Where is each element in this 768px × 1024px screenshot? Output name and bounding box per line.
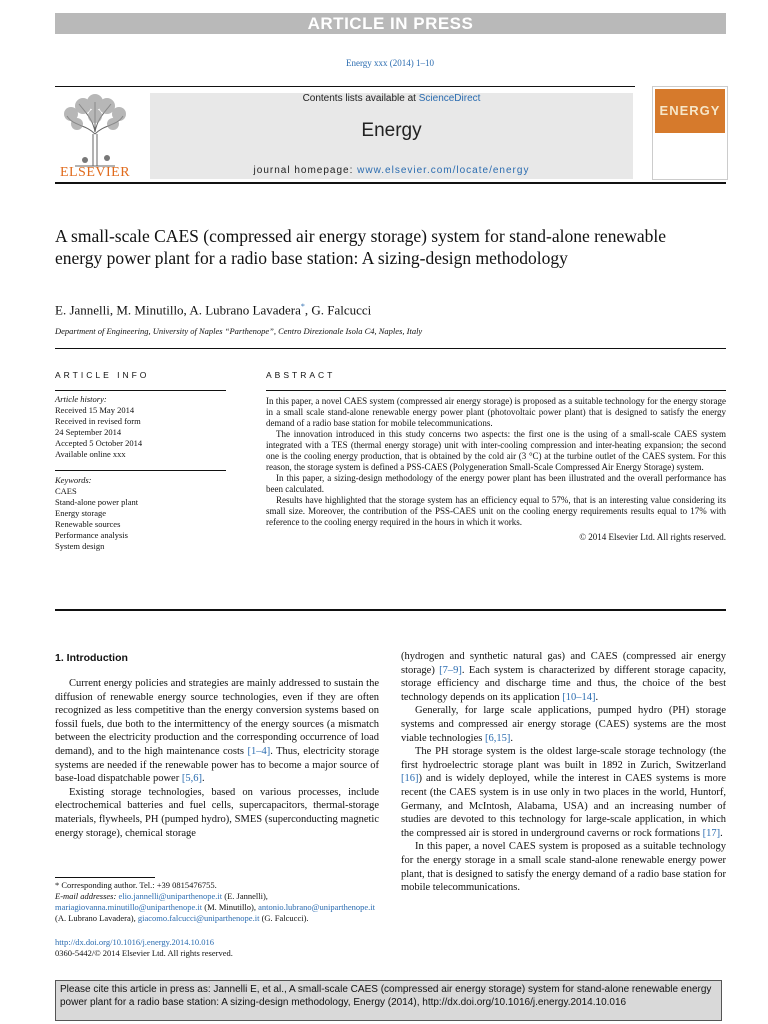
abstract-paragraph: Results have highlighted that the storage system has an efficiency equal to 57%, that is an interesting value considering its small size. Moreover, the contribution of the PSS-CAES unit on the cooling energy requirements results equal to 17% with reference to the cooling energy required in the hours in which it works.	[266, 495, 726, 527]
text-run: ) and is widely deployed, while the interest in CAES systems is more recent (the CAES system is in use only in two places in the world, Huntorf, Germany, and McIntosh, Alabama, USA) and an increasing number of studies are devoted to this technology for large-scale application, in which the compressed air is stored in underground caverns or rock formations	[401, 773, 726, 839]
keywords-label: Keywords:	[55, 475, 92, 485]
body-paragraph	[401, 745, 726, 840]
contents-prefix: Contents lists available at	[302, 93, 419, 104]
keywords-rule	[55, 470, 226, 471]
citation-link[interactable]: [1–4]	[247, 745, 271, 757]
body-right-column	[401, 650, 726, 895]
header-bottom-rule	[55, 182, 726, 184]
keyword: Stand-alone power plant	[55, 497, 139, 507]
text-run: .	[510, 732, 513, 744]
sciencedirect-link[interactable]: ScienceDirect	[418, 93, 481, 104]
citation-link[interactable]: [10–14]	[562, 691, 596, 703]
homepage-link[interactable]: www.elsevier.com/locate/energy	[357, 165, 530, 176]
abstract-heading: ABSTRACT	[266, 370, 336, 380]
history-line: Accepted 5 October 2014	[55, 438, 143, 448]
keyword: Energy storage	[55, 508, 107, 518]
abstract-rule	[266, 390, 726, 391]
text-run: The PH storage system is the oldest large-scale storage technology (the first hydroelectric storage plant was built in 1892 in Zurich, Switzerland	[401, 746, 726, 771]
doi-link[interactable]: http://dx.doi.org/10.1016/j.energy.2014.10.016	[55, 937, 214, 947]
author-names-tail: , G. Falcucci	[304, 302, 372, 318]
email-link[interactable]: mariagiovanna.minutillo@uniparthenope.it	[55, 902, 203, 912]
article-history	[55, 394, 226, 460]
email-owner: (G. Falcucci).	[259, 913, 309, 923]
abstract-bottom-rule	[55, 609, 726, 611]
journal-citation-link[interactable]: Energy xxx (2014) 1–10	[345, 58, 435, 68]
text-run: .	[720, 827, 723, 839]
journal-homepage-line	[150, 165, 633, 176]
journal-name: Energy	[361, 120, 422, 141]
body-paragraph	[55, 677, 379, 786]
author-names: E. Jannelli, M. Minutillo, A. Lubrano Lavadera	[55, 302, 301, 318]
email-owner: (E. Jannelli),	[222, 891, 268, 901]
corresponding-author-note: * Corresponding author. Tel.: +39 0815476755.	[55, 880, 217, 890]
article-info-heading: ARTICLE INFO	[55, 370, 150, 380]
email-link[interactable]: elio.jannelli@uniparthenope.it	[118, 891, 223, 901]
journal-cover-thumbnail	[652, 86, 728, 180]
elsevier-wordmark: ELSEVIER	[59, 165, 131, 180]
corresponding-author-mark[interactable]: *	[300, 302, 305, 311]
doi-block	[55, 937, 233, 959]
article-in-press-banner: ARTICLE IN PRESS	[55, 13, 726, 34]
history-line: Received in revised form	[55, 416, 141, 426]
body-paragraph: In this paper, a novel CAES system is proposed as a suitable technology for the energy storage in a small scale stand-alone renewable energy power plant, that is designed to satisfy the energy demand of a radio base station for mobile telecommunications.	[401, 841, 726, 894]
text-run: . Each system is characterized by different storage capacity, storage efficiency and discharge time and thus, the choice of the best technology depends on its application	[401, 664, 726, 703]
email-owner: (M. Minutillo),	[202, 902, 259, 912]
history-label: Article history:	[55, 394, 107, 404]
text-run: Current energy policies and strategies are mainly addressed to sustain the diffusion of renewable energy source technologies, even if they are often recognized as less competitive than the energy conversion systems based on fossil fuels, due both to the intermittency of the energy sources (a mismatch between the electricity production and the corresponding occurrence of load demand), and to the high maintenance costs	[55, 678, 379, 757]
keyword: CAES	[55, 486, 77, 496]
email-link[interactable]: giacomo.falcucci@uniparthenope.it	[137, 913, 260, 923]
issn-copyright: 0360-5442/© 2014 Elsevier Ltd. All rights reserved.	[55, 948, 233, 958]
abstract-paragraph: In this paper, a novel CAES system (compressed air energy storage) is proposed as a suitable technology for the energy storage in a small scale stand-alone renewable energy power plant (photovoltaic power plant) that is designed to satisfy the energy demand of a radio base station for mobile telecommunications.	[266, 396, 726, 428]
body-paragraph: Existing storage technologies, based on various processes, include electrochemical batteries and fuel cells, supercapacitors, thermal-storage materials, flywheels, PH (pumped hydro), SMES (superconducting magnetic energy storage), chemical storage	[55, 786, 379, 839]
text-run: .	[201, 773, 205, 785]
citation-link[interactable]: [7–9]	[439, 664, 462, 676]
keyword: Performance analysis	[55, 530, 128, 540]
citation-link[interactable]: [16]	[401, 773, 419, 785]
email-link[interactable]: antonio.lubrano@uniparthenope.it	[258, 902, 375, 912]
email-label: E-mail addresses:	[55, 891, 119, 901]
citation-link[interactable]: [17]	[702, 827, 721, 839]
body-paragraph	[401, 650, 726, 704]
body-paragraph	[401, 704, 726, 745]
history-line: 24 September 2014	[55, 427, 122, 437]
author-list	[55, 302, 371, 318]
article-title: A small-scale CAES (compressed air energy storage) system for stand-alone renewable energy power plant for a radio base station: A sizing-design methodology	[55, 226, 667, 268]
abstract-body	[266, 396, 726, 543]
homepage-prefix: journal homepage:	[253, 165, 358, 176]
keyword: Renewable sources	[55, 519, 121, 529]
introduction-heading: 1. Introduction	[55, 652, 128, 664]
history-line: Available online xxx	[55, 449, 126, 459]
header-top-rule	[55, 86, 635, 87]
keyword: System design	[55, 541, 105, 551]
text-run: .	[595, 691, 599, 703]
text-run: Generally, for large scale applications, pumped hydro (PH) storage systems and compressed air energy storage (CAES) systems are the most viable technologies	[401, 705, 726, 744]
citation-link[interactable]: [6,15]	[484, 732, 511, 744]
abstract-paragraph: In this paper, a sizing-design methodology of the energy power plant has been illustrated and the overall performance has been calculated.	[266, 473, 726, 494]
copyright-line: © 2014 Elsevier Ltd. All rights reserved.	[579, 532, 726, 542]
footnote-rule	[55, 877, 155, 878]
citation-box: Please cite this article in press as: Jannelli E, et al., A small-scale CAES (compressed air energy storage) system for stand-alone renewable energy power plant for a radio base station: A sizing-design methodology, Energy (2014), http://dx.doi.org/10.1016/j.energy.2014.10.016	[55, 980, 722, 1021]
citation-link[interactable]: [5,6]	[181, 773, 202, 785]
abstract-paragraph: The innovation introduced in this study concerns two aspects: the first one is the using of a small-scale CAES system integrated with a TES (thermal energy storage) unit with inter-cooling compression and inter-heating expansion; the second one is the cooling energy production, that is obtained by the cold air (3 °C) at the turbine outlet of the CAES system. For this reason, the storage system is defined a PSS-CAES (Polygeneration Small-Scale Compressed Air Energy Storage) system.	[266, 429, 726, 472]
footnote	[55, 880, 385, 924]
history-line: Received 15 May 2014	[55, 405, 135, 415]
text-run: (hydrogen and synthetic natural gas) and CAES (compressed air energy storage)	[401, 651, 726, 676]
keywords	[55, 475, 226, 552]
email-owner: (A. Lubrano Lavadera),	[55, 913, 138, 923]
contents-line	[150, 93, 633, 104]
text-run: . Thus, electricity storage systems are needed if the renewable power has to become a major source of base-load dispatchable power	[55, 745, 379, 785]
article-info-rule	[55, 390, 226, 391]
body-left-column	[55, 677, 379, 840]
section-rule	[55, 348, 726, 349]
affiliation: Department of Engineering, University of Naples “Parthenope”, Centro Direzionale Isola C4, Naples, Italy	[55, 326, 423, 336]
cover-title: ENERGY	[659, 103, 721, 118]
